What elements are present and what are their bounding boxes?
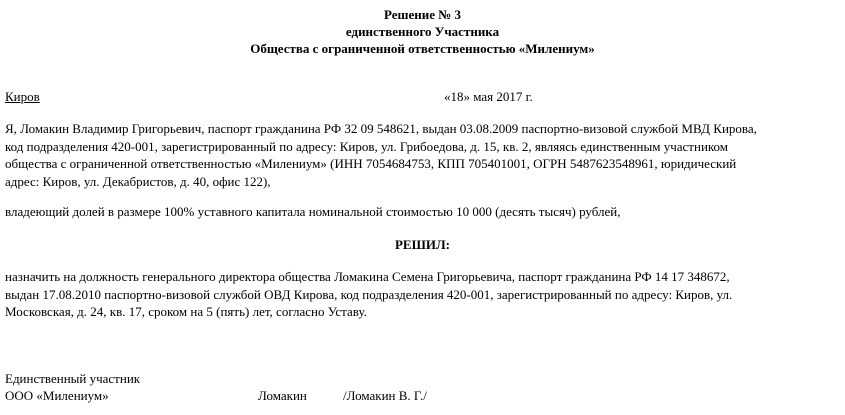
share-paragraph bbox=[5, 203, 837, 221]
signature-block bbox=[5, 370, 840, 404]
appointment-line: Московская, д. 24, кв. 17, сроком на 5 (пять) лет, согласно Уставу. bbox=[5, 304, 367, 319]
document-title: Решение № 3 bbox=[383, 7, 462, 22]
signer-role: Единственный участник bbox=[5, 371, 141, 386]
appointment-paragraph bbox=[5, 268, 837, 321]
appointment-line: назначить на должность генерального директора общества Ломакина Семена Григорьевича, паспорт гражданина РФ 14 17 348672, bbox=[5, 269, 730, 284]
intro-line: Я, Ломакин Владимир Григорьевич, паспорт гражданина РФ 32 09 548621, выдан 03.08.2009 паспортно-визовой службой МВД Кирова, bbox=[5, 121, 757, 136]
decision-heading: РЕШИЛ: bbox=[394, 237, 450, 252]
signer-organization: ООО «Милениум» bbox=[5, 388, 109, 403]
intro-line: общества с ограниченной ответственностью «Милениум» (ИНН 7054684753, КПП 705401001, ОГРН 5487623548961, юридический bbox=[5, 156, 737, 171]
place-date-row bbox=[5, 88, 840, 105]
document-header bbox=[0, 6, 845, 57]
signature-row bbox=[5, 387, 840, 404]
city: Киров bbox=[5, 89, 40, 104]
intro-line: адрес: Киров, ул. Декабристов, д. 40, офис 122), bbox=[5, 173, 271, 189]
appointment-line: выдан 17.08.2010 паспортно-визовой службой ОВД Кирова, код подразделения 420-001, зарегистрированный по адресу: Киров, ул. bbox=[5, 286, 733, 302]
signature: Ломакин bbox=[258, 388, 307, 403]
intro-line: код подразделения 420-001, зарегистрированный по адресу: Киров, ул. Грибоедова, д. 15, кв. 2, являясь единственным участником bbox=[5, 138, 729, 154]
intro-paragraph bbox=[5, 120, 837, 190]
document-date: «18» мая 2017 г. bbox=[444, 89, 533, 104]
company-name: Общества с ограниченной ответственностью «Милениум» bbox=[250, 41, 595, 56]
signer-name: /Ломакин В. Г./ bbox=[343, 388, 427, 403]
share-line: владеющий долей в размере 100% уставного капитала номинальной стоимостью 10 000 (десять тысяч) рублей, bbox=[5, 204, 621, 219]
document-subtitle: единственного Участника bbox=[345, 24, 500, 39]
